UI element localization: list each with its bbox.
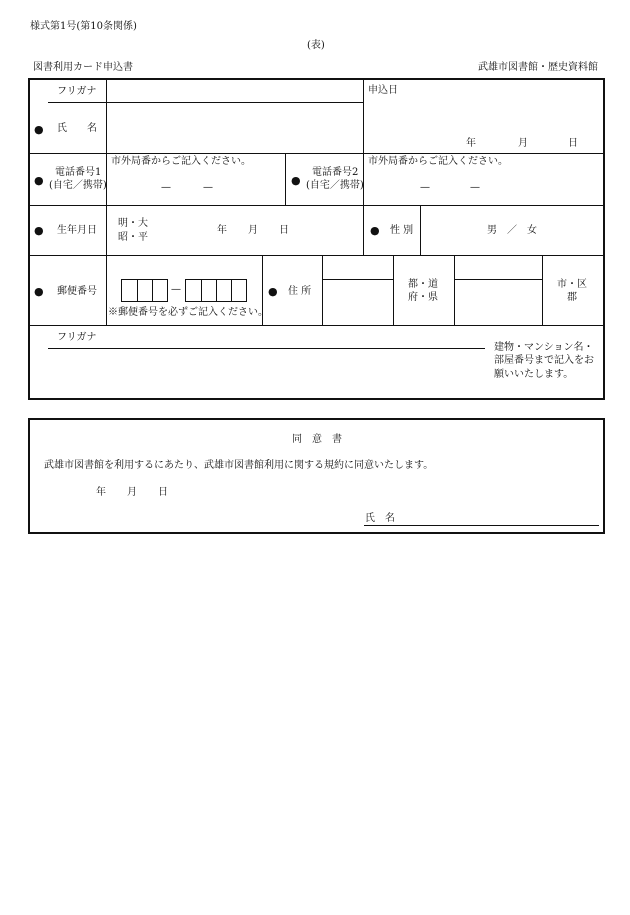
furigana-label: フリガナ: [57, 86, 97, 97]
building-note-3: 願いいたします。: [494, 369, 574, 380]
postal-code-first[interactable]: [121, 279, 168, 302]
col-divider-phone1: [106, 153, 107, 205]
phone2-dash-1: —: [420, 182, 430, 193]
prefecture-suffix-1: 都・道: [408, 279, 438, 290]
col-divider-apply: [363, 79, 364, 154]
col-divider-postal: [106, 255, 107, 325]
furigana2-label: フリガナ: [57, 332, 97, 343]
era-option-2[interactable]: 昭・平: [118, 232, 148, 243]
phone1-note: 市外局番からご記入ください。: [111, 156, 251, 167]
address-city-input[interactable]: [456, 282, 540, 322]
col-divider-address-a: [322, 255, 323, 325]
sex-label: 性 別: [390, 225, 414, 236]
phone2-dash-2: —: [470, 182, 480, 193]
form-side: (表): [307, 40, 325, 51]
col-divider-sex-label: [363, 205, 364, 255]
row-divider-2: [28, 205, 605, 206]
col-divider-pref: [393, 255, 394, 325]
addr-divider-a: [322, 279, 394, 280]
form-number: 様式第1号(第10条関係): [30, 21, 137, 32]
col-divider-phone2-label: [285, 153, 286, 205]
phone2-input[interactable]: [367, 172, 599, 200]
col-divider-name: [106, 79, 107, 154]
consent-body: 武雄市図書館を利用するにあたり、武雄市図書館利用に関する規約に同意いたします。: [44, 460, 434, 471]
building-note-2: 部屋番号まで記入をお: [494, 355, 594, 366]
issuer-name: 武雄市図書館・歴史資料館: [478, 62, 598, 73]
required-bullet-postal: ●: [34, 285, 44, 298]
row-divider-1: [28, 153, 605, 154]
required-bullet-birth: ●: [34, 224, 44, 237]
form-title: 図書利用カード申込書: [33, 62, 133, 73]
furigana-underline: [48, 102, 363, 103]
era-option-1[interactable]: 明・大: [118, 218, 148, 229]
birth-year-label: 年: [217, 225, 227, 236]
phone1-input[interactable]: [110, 172, 282, 200]
required-bullet-sex: ●: [370, 224, 380, 237]
col-divider-birth: [106, 205, 107, 255]
consent-title: 同 意 書: [292, 434, 342, 445]
birth-date-input[interactable]: [160, 210, 360, 250]
apply-date-label: 申込日: [368, 85, 398, 96]
name-label: 氏 名: [57, 123, 97, 134]
birth-day-label: 日: [279, 225, 289, 236]
phone1-label: 電話番号1: [55, 167, 102, 178]
apply-year-label: 年: [466, 138, 476, 149]
postal-code-dash: —: [171, 284, 181, 295]
phone2-note: 市外局番からご記入ください。: [368, 156, 508, 167]
birth-date-label: 生年月日: [57, 225, 97, 236]
address-prefecture-input[interactable]: [324, 282, 391, 322]
postal-code-second[interactable]: [185, 279, 247, 302]
required-bullet-phone1: ●: [34, 174, 44, 187]
row-divider-4: [28, 325, 605, 326]
col-divider-phone2: [363, 153, 364, 205]
apply-month-label: 月: [518, 138, 528, 149]
furigana-input[interactable]: [110, 86, 360, 100]
consent-name-underline: [364, 525, 599, 526]
required-bullet-phone2: ●: [291, 174, 301, 187]
address-detail-input[interactable]: [52, 352, 482, 394]
required-bullet-address: ●: [268, 285, 278, 298]
row-divider-3: [28, 255, 605, 256]
postal-code-note: ※郵便番号を必ずご記入ください。: [108, 307, 268, 318]
phone2-sublabel: (自宅／携帯): [306, 180, 364, 191]
phone1-dash-2: —: [203, 182, 213, 193]
city-suffix-1: 市・区: [557, 279, 587, 290]
consent-year-label: 年: [96, 487, 106, 498]
consent-month-label: 月: [127, 487, 137, 498]
phone2-label: 電話番号2: [312, 167, 359, 178]
col-divider-sex: [420, 205, 421, 255]
apply-date-input[interactable]: [367, 104, 599, 150]
sex-options[interactable]: 男 ／ 女: [487, 225, 537, 236]
col-divider-address-b: [454, 255, 455, 325]
consent-day-label: 日: [158, 487, 168, 498]
consent-name-label: 氏 名: [365, 513, 395, 524]
phone1-sublabel: (自宅／携帯): [49, 180, 107, 191]
furigana2-underline: [48, 348, 485, 349]
phone1-dash-1: —: [161, 182, 171, 193]
required-bullet-name: ●: [34, 123, 44, 136]
address-label: 住 所: [288, 286, 312, 297]
apply-day-label: 日: [568, 138, 578, 149]
birth-month-label: 月: [248, 225, 258, 236]
prefecture-suffix-2: 府・県: [408, 292, 438, 303]
consent-name-input[interactable]: [400, 508, 598, 524]
addr-divider-b: [454, 279, 543, 280]
building-note-1: 建物・マンション名・: [494, 342, 594, 353]
name-input[interactable]: [110, 106, 360, 150]
postal-code-label: 郵便番号: [57, 286, 97, 297]
col-divider-city: [542, 255, 543, 325]
city-suffix-2: 郡: [567, 292, 577, 303]
